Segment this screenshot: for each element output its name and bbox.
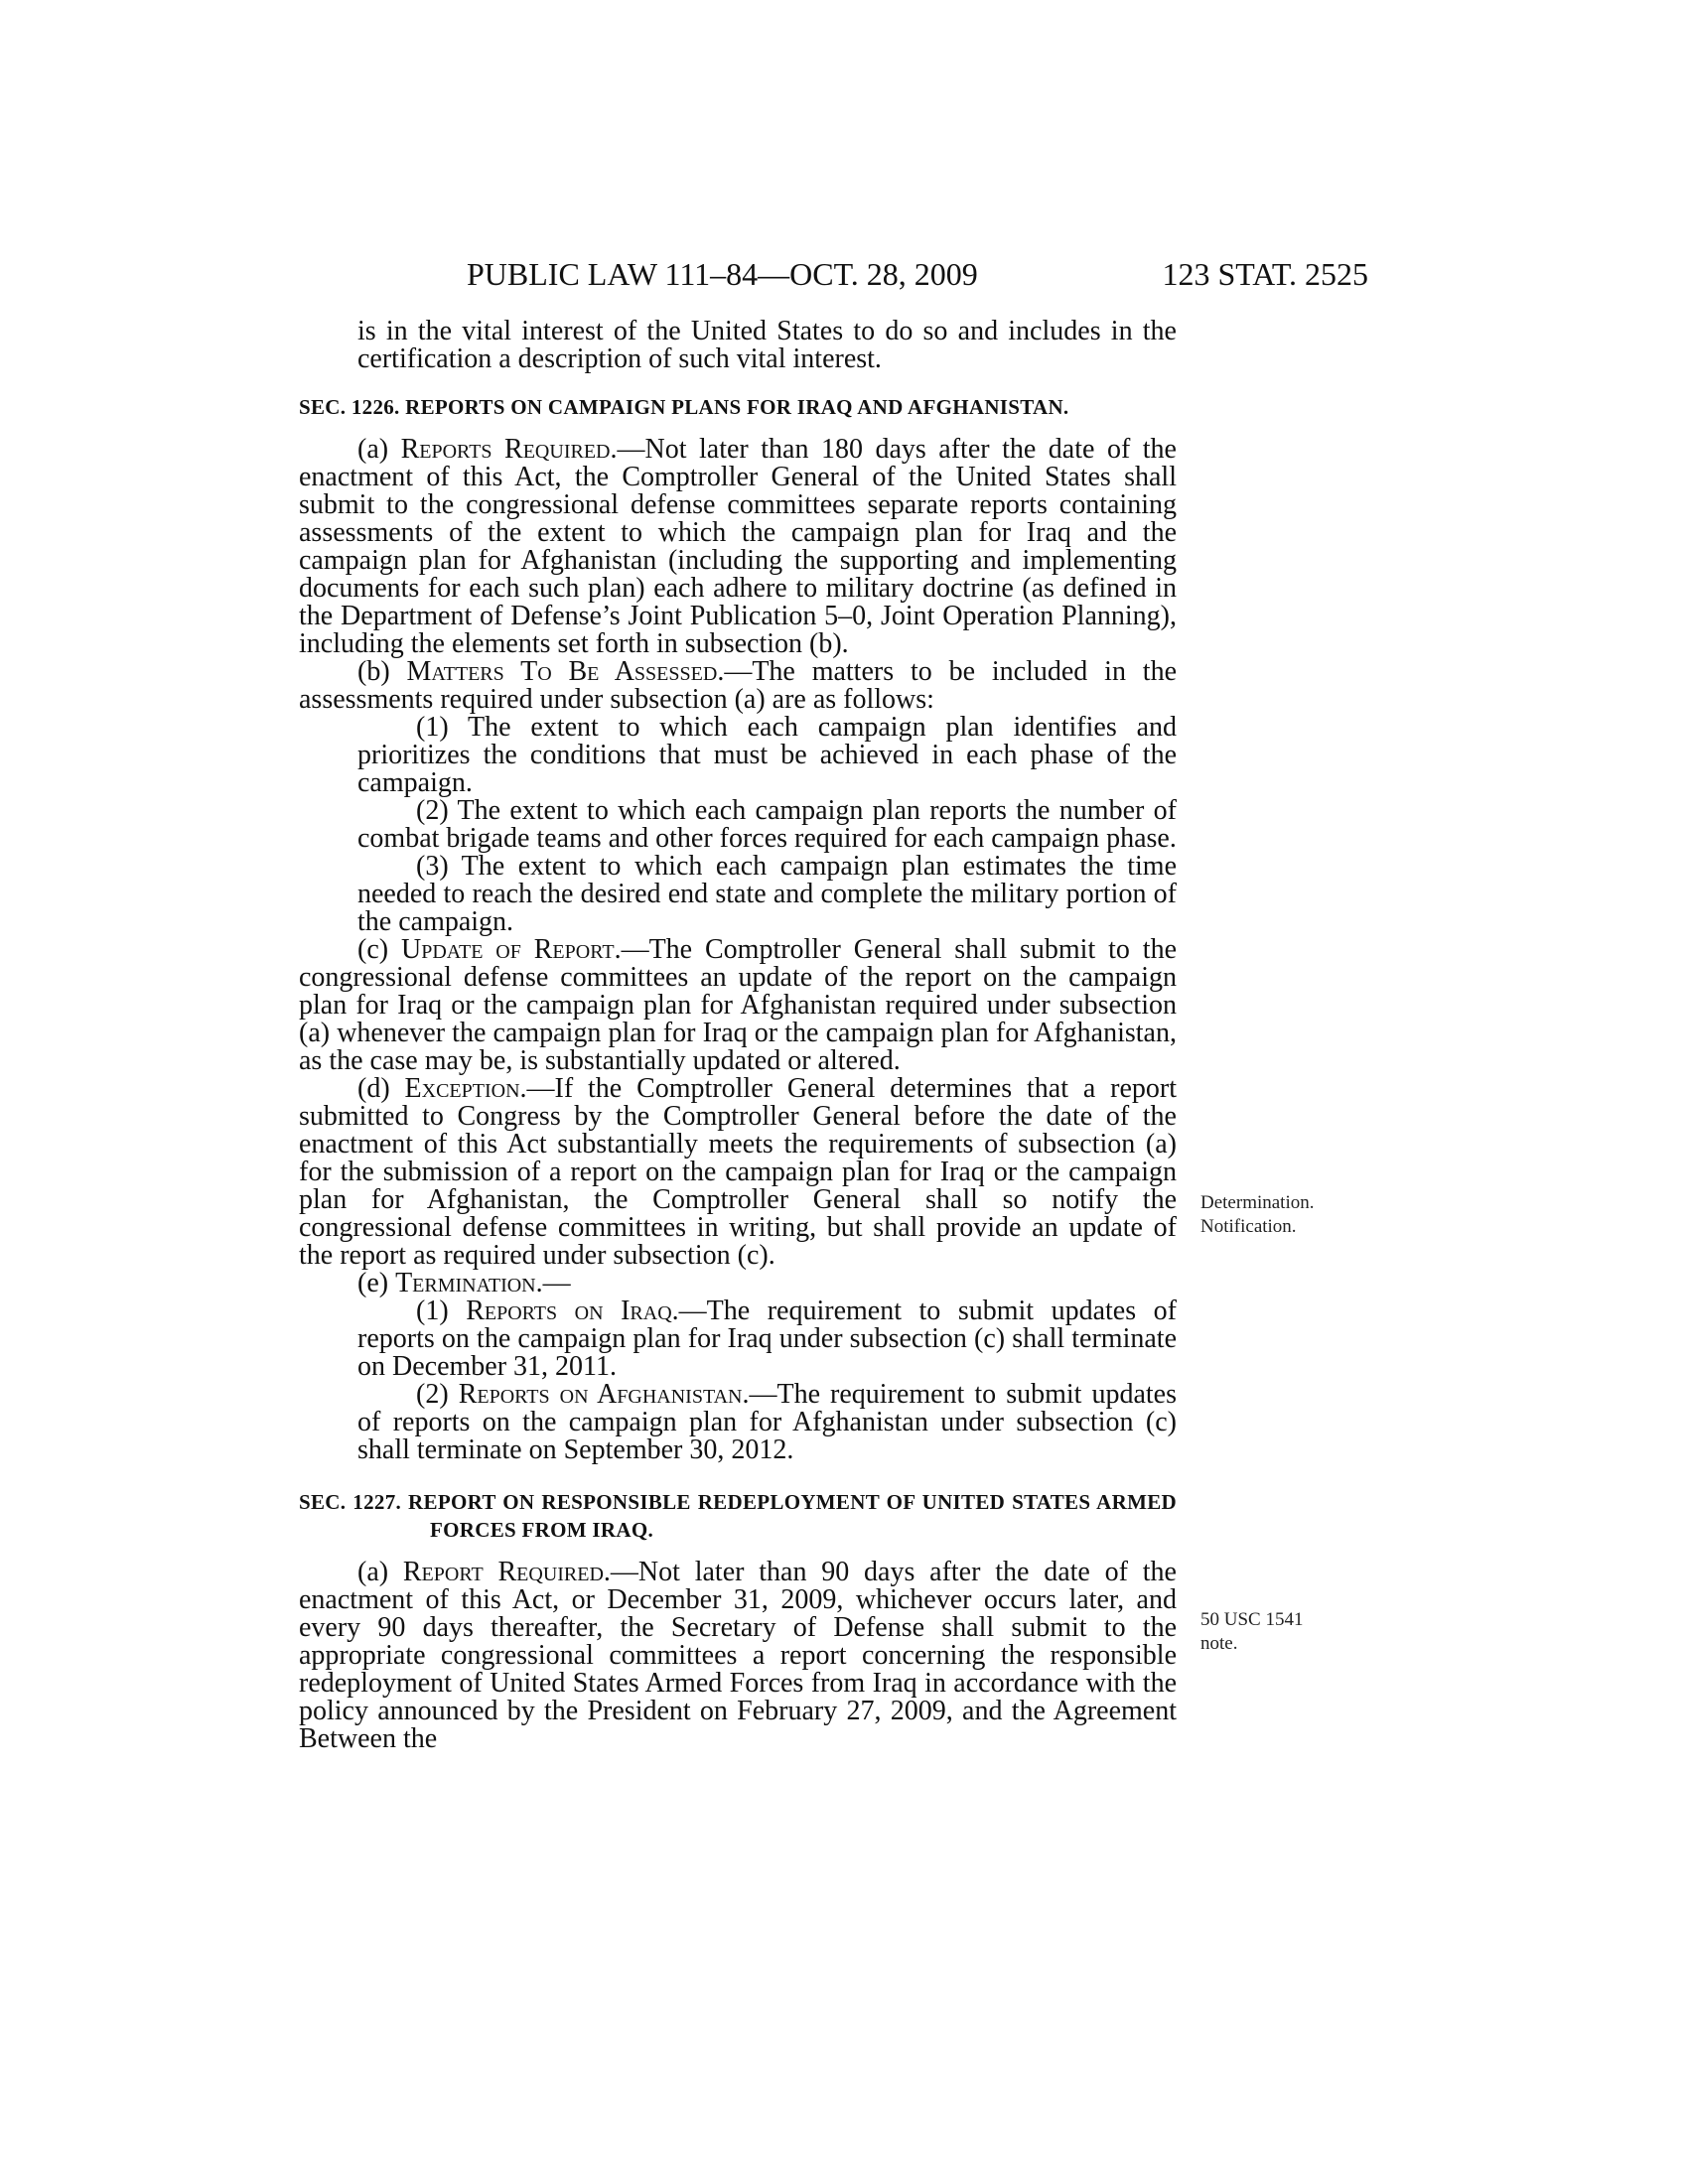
sec-1227-a [299, 1559, 1177, 1753]
statute-page-number: 123 STAT. 2525 [1162, 256, 1368, 292]
sec-1226-b [299, 658, 1177, 714]
carryover-paragraph: is in the vital interest of the United States to do so and includes in the certification a description of such vital interest. [357, 316, 1177, 374]
running-header [298, 252, 1368, 296]
paragraph-title: Reports on Afghanistan [458, 1379, 743, 1410]
margin-note-usc [1200, 1608, 1303, 1656]
sec-1226-b-2: (2) The extent to which each campaign plan reports the number of combat brigade teams and other forces required for each campaign phase. [357, 795, 1177, 854]
paragraph-text: .—The requirement to submit updates of reports on the campaign plan for Iraq under subsection (c) shall terminate on December 31, 2011. [357, 1296, 1177, 1382]
section-1226-heading: SEC. 1226. REPORTS ON CAMPAIGN PLANS FOR IRAQ AND AFGHANISTAN. [299, 395, 1069, 419]
subsection-text: .—The matters to be included in the assessments required under subsection (a) are as follows: [299, 656, 1178, 715]
subsection-label: (c) [357, 934, 401, 965]
paragraph-label: (2) [416, 1379, 459, 1410]
subsection-title: Exception [404, 1073, 520, 1104]
margin-note-line: Determination. [1200, 1192, 1315, 1213]
paragraph-title: Reports on Iraq [466, 1296, 672, 1326]
sec-1226-d [299, 1075, 1177, 1270]
sec-1226-c [299, 936, 1177, 1075]
margin-note-line: note. [1200, 1633, 1238, 1654]
subsection-text: .—Not later than 90 days after the date of the enactment of this Act, or December 31, 2009, whichever occurs later, and every 90 days thereafter, the Secretary of Defense shall submit to the appropriate congressional committees a report concerning the responsible redeployment of United States Armed Forces from Iraq in accordance with the policy announced by the President on February 27, 2009, and the Agreement Between the [299, 1557, 1177, 1754]
sec-1226-e-1 [299, 1297, 1177, 1381]
sec-1226-e [299, 1270, 1177, 1297]
subsection-text: .—Not later than 180 days after the date of the enactment of this Act, the Comptroller General of the United States shall submit to the congressional defense committees separate reports containing assessments of the extent to which the campaign plan for Iraq and the campaign plan for Afghanistan (including the supporting and implementing documents for each such plan) each adhere to military doctrine (as defined in the Department of Defense’s Joint Publication 5–0, Joint Operation Planning), including the elements set forth in subsection (b). [299, 434, 1177, 659]
subsection-text: .—The Comptroller General shall submit to the congressional defense committees an update of the report on the campaign plan for Iraq or the campaign plan for Afghanistan required under subsection (a) whenever the campaign plan for Iraq or the campaign plan for Afghanistan, as the case may be, is substantially updated or altered. [299, 934, 1178, 1076]
subsection-text: .— [535, 1268, 571, 1298]
subsection-label: (b) [357, 656, 407, 687]
subsection-title: Reports Required [400, 434, 611, 465]
paragraph-label: (1) [416, 1296, 467, 1326]
sec-1226-e-2 [299, 1381, 1177, 1464]
sec-1226-b-3: (3) The extent to which each campaign plan estimates the time needed to reach the desired end state and complete the military portion of the campaign. [357, 851, 1177, 937]
subsection-title: Update of Report [400, 934, 615, 965]
page-body [299, 318, 1177, 1753]
sec-1226-b-1: (1) The extent to which each campaign plan identifies and prioritizes the conditions that must be achieved in each phase of the campaign. [357, 712, 1177, 798]
subsection-title: Matters To Be Assessed [406, 656, 718, 687]
subsection-title: Report Required [402, 1557, 604, 1587]
subsection-label: (a) [357, 434, 401, 465]
section-1227-heading: SEC. 1227. REPORT ON RESPONSIBLE REDEPLOYMENT OF UNITED STATES ARMED FORCES FROM IRAQ. [299, 1490, 1177, 1542]
sec-1226-a [299, 436, 1177, 658]
subsection-label: (e) [357, 1268, 396, 1298]
margin-note-determination [1200, 1191, 1315, 1239]
subsection-label: (d) [357, 1073, 405, 1104]
subsection-text: .—If the Comptroller General determines that a report submitted to Congress by the Comptroller General before the date of the enactment of this Act substantially meets the requirements of subsection (a) for the submission of a report on the campaign plan for Iraq or the campaign plan for Afghanistan, the Comptroller General shall so notify the congressional defense committees in writing, but shall provide an update of the report as required under subsection (c). [299, 1073, 1177, 1271]
margin-note-line: Notification. [1200, 1216, 1297, 1237]
paragraph-text: .—The requirement to submit updates of reports on the campaign plan for Afghanistan under subsection (c) shall terminate on September 30, 2012. [357, 1379, 1177, 1465]
subsection-title: Termination [395, 1268, 536, 1298]
subsection-label: (a) [357, 1557, 403, 1587]
public-law-title: PUBLIC LAW 111–84—OCT. 28, 2009 [467, 256, 978, 292]
margin-note-line: 50 USC 1541 [1200, 1609, 1304, 1630]
